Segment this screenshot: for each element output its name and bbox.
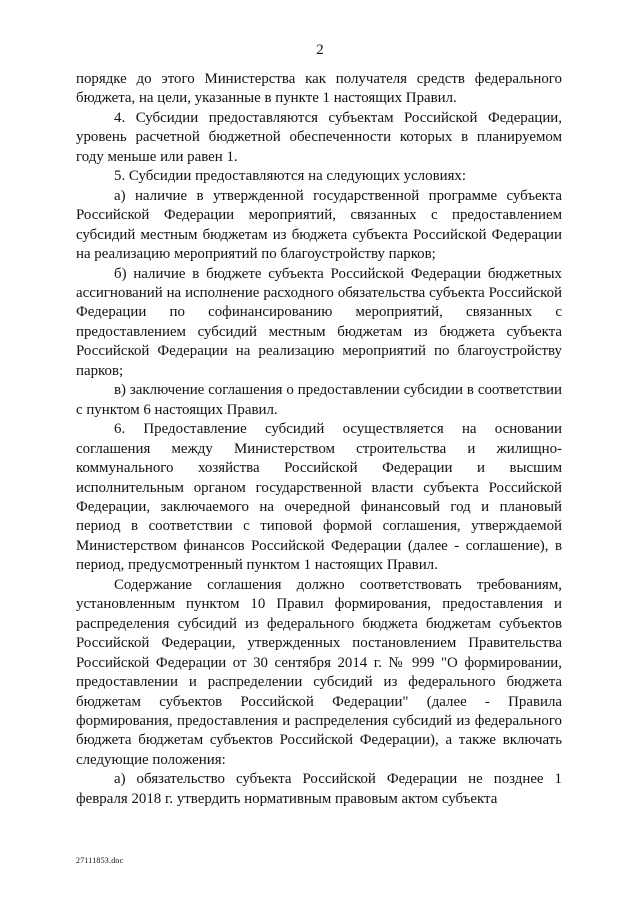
paragraph: б) наличие в бюджете субъекта Российской Федерации бюджетных ассигнований на исполнение расходного обязательства субъекта Российской Федерации по софинансированию мероприятий, связанных с предоставлением субсидий местным бюджетам из бюджета субъекта Российской Федерации на реализацию мероприятий по благоустройству парков;: [76, 265, 562, 379]
document-code: 27111853.doc: [76, 856, 124, 865]
paragraph: в) заключение соглашения о предоставлении субсидии в соответствии с пунктом 6 настоящих Правил.: [76, 382, 562, 418]
paragraph: Содержание соглашения должно соответствовать требованиям, установленным пунктом 10 Правил формирования, предоставления и распределения субсидий из федерального бюджета бюджетам субъектов Российской Федерации, утвержденных постановлением Правительства Российской Федерации от 30 сентября 2014 г. № 999 "О формировании, предоставлении и распределении субсидий из федерального бюджета бюджетам субъектов Российской Федерации" (далее - Правила формирования, предоставления и распределения субсидий из федерального бюджета бюджетам субъектов Российской Федерации), а также включать следующие положения:: [76, 576, 562, 768]
paragraph: а) наличие в утвержденной государственной программе субъекта Российской Федерации мероприятий, связанных с предоставлением субсидий местным бюджетам из бюджета субъекта Российской Федерации на реализацию мероприятий по благоустройству парков;: [76, 187, 562, 263]
paragraph: а) обязательство субъекта Российской Федерации не позднее 1 февраля 2018 г. утвердить нормативным правовым актом субъекта: [76, 771, 562, 807]
paragraph: порядке до этого Министерства как получателя средств федерального бюджета, на цели, указанные в пункте 1 настоящих Правил.: [76, 71, 562, 107]
paragraph: 4. Субсидии предоставляются субъектам Российской Федерации, уровень расчетной бюджетной обеспеченности которых в планируемом году меньше или равен 1.: [76, 109, 562, 165]
page-number: 2: [316, 42, 324, 58]
paragraph: 5. Субсидии предоставляются на следующих условиях:: [114, 168, 466, 185]
paragraph: 6. Предоставление субсидий осуществляется на основании соглашения между Министерством строительства и жилищно-коммунального хозяйства Российской Федерации и высшим исполнительным органом государственной власти субъекта Российской Федерации, заключаемого на очередной финансовый год и плановый период в соответствии с типовой формой соглашения, утверждаемой Министерством финансов Российской Федерации (далее - соглашение), в период, предусмотренный пунктом 1 настоящих Правил.: [76, 421, 562, 574]
document-body: [76, 70, 562, 809]
